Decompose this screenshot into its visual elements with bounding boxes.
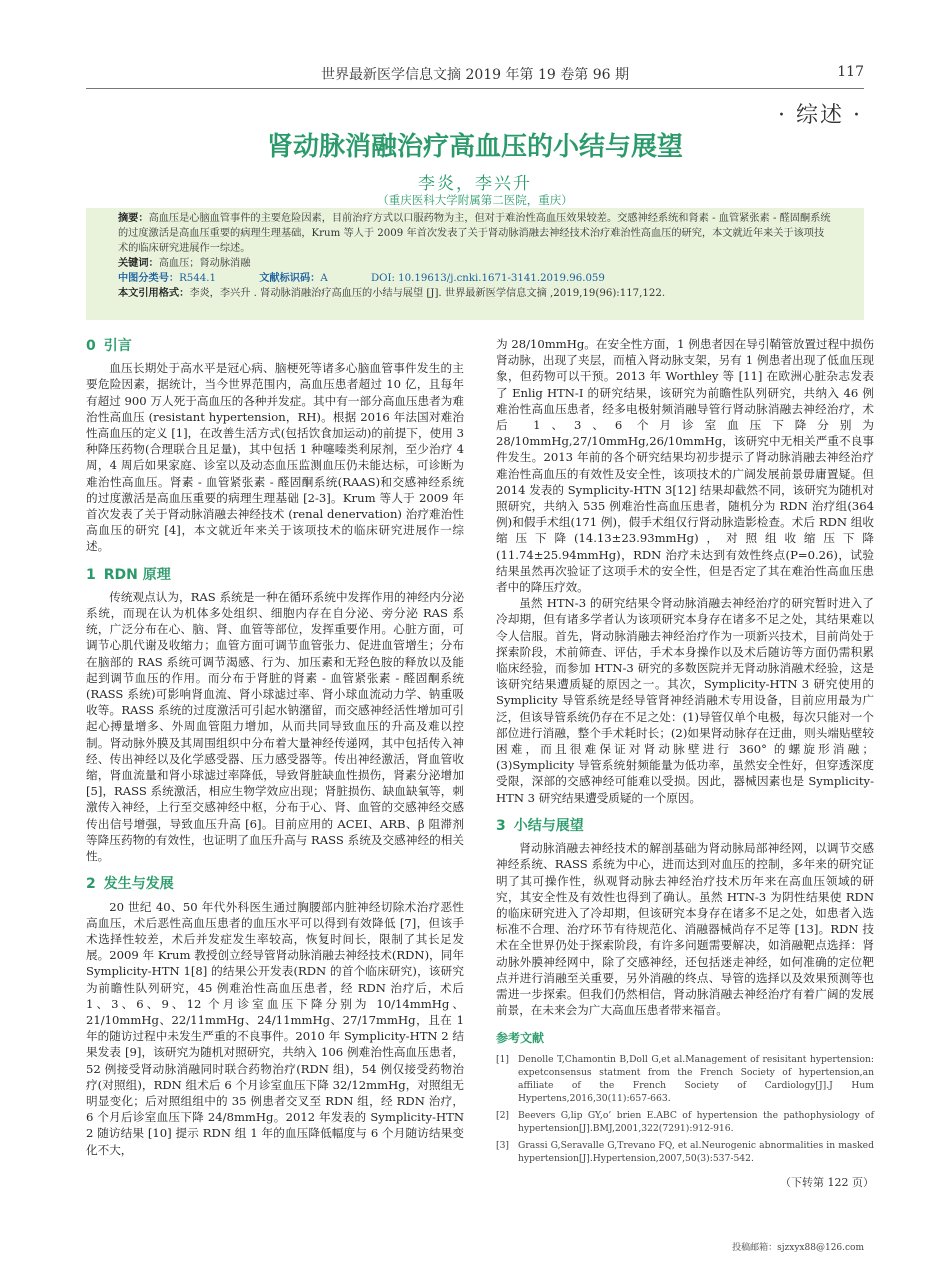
reference-item	[496, 1139, 874, 1165]
section-title: 引言	[103, 338, 132, 354]
clc-label: 中图分类号：	[118, 273, 180, 284]
running-head: 世界最新医学信息文摘 2019 年第 19 卷第 96 期	[321, 67, 629, 83]
doi-link[interactable]: DOI: 10.19613/j.cnki.1671-3141.2019.96.059	[370, 273, 605, 284]
section-heading-development	[86, 876, 464, 892]
header-rule	[86, 88, 864, 89]
rdn-principle-paragraph: 传统观点认为，RAS 系统是一种在循环系统中发挥作用的神经内分泌系统，而现在认为机体多处组织、细胞内存在自分泌、旁分泌 RAS 系统，广泛分布在心、脑、肾、血管等部位，发挥重要作用。心脏方面，可调节心肌代谢及收缩力；血管方面可调节血管张力、促进血管增生；分布在脑部的 RAS 系统可调节渴感、行为、加压素和无羟色胺的释放以及能起到调节血压的作用。而分布于肾脏的肾素 - 血管紧张素 - 醛固酮系统(RASS 系统)可影响肾血流、肾小球滤过率、肾小球血流动力学、钠重吸收等。RASS 系统的过度激活可引起水钠潴留，而交感神经活性增加可引起心搏量增多、外周血管阻力增加，从而共同导致血压的升高及难以控制。肾动脉外膜及其周围组织中分布着大量神经传递网，其中包括传入神经、传出神经以及化学感受器、压力感受器等。传出神经激活，肾血管收缩，肾血流量和肾小球滤过率降低，导致肾脏缺血性损伤，肾素分泌增加 [5]，RASS 系统激活，相应生物学效应出现；肾脏损伤、缺血缺氧等，刺激传入神经，上行至交感神经中枢，分布于心、肾、血管的交感神经交感传出信号增强，导致血压升高 [6]。目前应用的 ACEI、ARB、β 阻滞剂等降压药物的有效性，也证明了血压升高与 RASS 系统及交感神经的相关性。	[86, 589, 464, 864]
keywords-text: 高血压；肾动脉消融	[158, 258, 251, 269]
clc-value: R544.1	[179, 273, 216, 284]
development-paragraph-1: 20 世纪 40、50 年代外科医生通过胸腰部内脏神经切除术治疗恶性高血压，术后恶性高血压患者的血压水平可以得到有效降低 [7]，但该手术选择性较差，术后并发症发生率较高，恢复时间长，限制了其长足发展。2009 年 Krum 教授创立经导管肾动脉消融去神经技术(RDN)，同年 Symplicity-HTN 1[8] 的结果公开发表(RDN 的首个临床研究)，该研究为前瞻性队列研究，45 例难治性高血压患者，经 RDN 治疗后，术后 1、3、6、9、12 个月诊室血压下降分别为 10/14mmHg、21/10mmHg、22/11mmHg、24/11mmHg、27/17mmHg，且在 1 年的随访过程中未发生严重的不良事件。2010 年 Symplicity-HTN 2 结果发表 [9]，该研究为随机对照研究，共纳入 106 例难治性高血压患者，52 例接受肾动脉消融同时联合药物治疗(RDN 组)，54 例仅接受药物治疗(对照组)，RDN 组术后 6 个月诊室血压下降 32/12mmHg，对照组无明显变化；后对照组组中的 35 例患者交叉至 RDN 组，经 RDN 治疗，6 个月后诊室血压下降 24/8mmHg。2012 年发表的 Symplicity-HTN 2 随访结果 [10] 提示 RDN 组 1 年的血压降低幅度与 6 个月随访结果变化不大，	[86, 899, 464, 1157]
reference-number: [3]	[496, 1139, 510, 1151]
citation-line	[118, 286, 832, 301]
section-tag: · 综述 ·	[778, 103, 862, 128]
abstract-label: 摘要：	[118, 213, 149, 224]
reference-text: Beevers G,lip GY,o’ brien E.ABC of hypertension the pathophysiology of hypertension[J].BMJ,2001,322(7291):912-916.	[518, 1109, 874, 1134]
doc-code-value: A	[320, 273, 328, 284]
reference-text: Grassi G,Seravalle G,Trevano FQ, et al.Neurogenic abnormalities in masked hypertension[J].Hypertension,2007,50(3):537-542.	[518, 1139, 874, 1164]
abstract-text: 高血压是心脑血管事件的主要危险因素，目前治疗方式以口服药物为主，但对于难治性高血压效果较差。交感神经系统和肾素 - 血管紧张素 - 醛固酮系统的过度激活是高血压重要的病理生理基础，Krum 等人于 2009 年首次发表了关于肾动脉消融去神经技术治疗难治性高血压的研究，本文就近年来关于该项技术的临床研究进展作一综述。	[118, 213, 831, 254]
right-column	[496, 336, 874, 1191]
article-title: 肾动脉消融治疗高血压的小结与展望	[266, 132, 683, 162]
introduction-paragraph: 血压长期处于高水平是冠心病、脑梗死等诸多心脑血管事件发生的主要危险因素，据统计，当今世界范围内，高血压患者超过 10 亿，且每年有超过 900 万人死于高血压的各种并发症。其中有一部分高血压患者为难治性高血压 (resistant hypertension，RH)。根据 2016 年法国对难治性高血压的定义 [1]，在改善生活方式(包括饮食加运动)的前提下，使用 3 种降压药物(合理联合且足量)，其中包括 1 种噻嗪类利尿剂，至少治疗 4 周，4 周后如果家庭、诊室以及动态血压监测血压仍未能达标，可诊断为难治性高血压。肾素 - 血管紧张素 - 醛固酮系统(RAAS)和交感神经系统的过度激活是高血压重要的病理生理基础 [2-3]。Krum 等人于 2009 年首次发表了关于肾动脉消融去神经技术 (renal denervation) 治疗难治性高血压的研究 [4]，本文就近年来关于该项技术的临床研究进展作一综述。	[86, 361, 464, 554]
section-number: 3	[496, 817, 506, 834]
keywords-line	[118, 256, 832, 271]
section-number: 1	[86, 566, 96, 583]
development-paragraph-3: 虽然 HTN-3 的研究结果令肾动脉消融去神经治疗的研究暂时进入了冷却期，但有诸多学者认为该项研究本身存在诸多不足之处，其结果难以令人信服。首先，肾动脉消融去神经治疗作为一项新兴技术，目前尚处于探索阶段，术前筛查、评估，手术本身操作以及术后随访等方面仍需积累临床经验，而参加 HTN-3 研究的多数医院并无肾动脉消融术经验，这是该研究结果遭质疑的原因之一。其次，Symplicity-HTN 3 研究使用的 Symplicity 导管系统是经导管肾神经消融术专用设备，目前应用最为广泛，但该导管系统仍存在不足之处：(1)导管仅单个电极，每次只能对一个部位进行消融，整个手术耗时长；(2)如果肾动脉存在迂曲，则头端贴壁较困难，而且很难保证对肾动脉壁进行 360° 的螺旋形消融；(3)Symplicity 导管系统射频能量为低功率，虽然安全性好，但穿透深度受限，深部的交感神经可能难以受损。因此，器械因素也是 Symplicity-HTN 3 研究结果遭受质疑的一个原因。	[496, 596, 874, 805]
classification-line	[118, 271, 832, 286]
reference-item	[496, 1109, 874, 1135]
reference-item	[496, 1053, 874, 1105]
left-column	[86, 336, 464, 1158]
page-number: 117	[837, 64, 864, 80]
abstract-paragraph	[118, 211, 832, 256]
section-title: RDN 原理	[103, 566, 171, 583]
reference-text: Denolle T,Chamontin B,Doll G,et al.Management of resisitant hypertension: expetconsensus statment from the French Society of hypertension,an affiliate of the French Society of Cardiology[J].J Hum Hypertens,2016,30(11):657-663.	[518, 1053, 874, 1104]
conclusion-paragraph: 肾动脉消融去神经技术的解剖基础为肾动脉局部神经网，以调节交感神经系统、RASS 系统为中心，进而达到对血压的控制，多年来的研究证明了其可操作性，纵观肾动脉去神经治疗技术历年来在高血压领域的研究，其安全性及有效性也得到了确认。虽然 HTN-3 为阴性结果使 RDN 的临床研究进入了冷却期，但该研究本身存在诸多不足之处，如患者入选标准不合理、治疗环节有待规范化、消融器械尚存不足等 [13]。RDN 技术在全世界仍处于探索阶段，有许多问题需要解决，如消融靶点选择：肾动脉外膜神经网中，除了交感神经，还包括迷走神经，如何准确的定位靶点并进行消融至关重要，另外消融的终点、导管的选择以及效果预测等也需进一步探索。但我们仍然相信，肾动脉消融去神经治疗有着广阔的发展前景，在未来会为广大高血压患者带来福音。	[496, 841, 874, 1018]
section-title: 小结与展望	[513, 817, 584, 834]
continued-note: （下转第 122 页）	[780, 1175, 874, 1189]
section-heading-conclusion	[496, 818, 874, 834]
abstract-box	[86, 208, 864, 320]
section-number: 0	[86, 338, 96, 354]
keywords-label: 关键词：	[118, 258, 159, 269]
development-paragraph-2: 为 28/10mmHg。在安全性方面，1 例患者因在导引鞘管放置过程中损伤肾动脉，出现了夹层，而植入肾动脉支架，另有 1 例患者出现了低血压现象，但药物可以干预。2013 年 Worthley 等 [11] 在欧洲心脏杂志发表了 Enlig HTN-I 的研究结果，该研究为前瞻性队列研究，共纳入 46 例难治性高血压患者，经多电极射频消融导管行肾动脉消融去神经治疗，术后 1、3、6 个月诊室血压下降分别为 28/10mmHg,27/10mmHg,26/10mmHg，该研究中无相关严重不良事件发生。2013 年前的各个研究结果均初步提示了肾动脉消融去神经治疗难治性高血压的有效性及安全性，该项技术的广阔发展前景毋庸置疑。但 2014 发表的 Symplicity-HTN 3[12] 结果却截然不同，该研究为随机对照研究，共纳入 535 例难治性高血压患者，随机分为 RDN 治疗组(364 例)和假手术组(171 例)，假手术组仅行肾动脉造影检查。术后 RDN 组收缩压下降(14.13±23.93mmHg)，对照组收缩压下降(11.74±25.94mmHg)，RDN 治疗未达到有效性终点(P=0.26)，试验结果虽然再次验证了这项手术的安全性，但是否定了其在难治性高血压患者中的降压疗效。	[496, 337, 874, 595]
authors: 李炎，李兴升	[418, 174, 532, 194]
citation-label: 本文引用格式：	[118, 288, 190, 299]
doc-code-label: 文献标识码：	[259, 273, 321, 284]
reference-number: [1]	[496, 1053, 510, 1065]
section-number: 2	[86, 876, 96, 893]
reference-number: [2]	[496, 1109, 510, 1121]
section-title: 发生与发展	[103, 876, 174, 893]
section-heading-introduction	[86, 338, 464, 354]
citation-text: 李炎，李兴升 . 肾动脉消融治疗高血压的小结与展望 [J]. 世界最新医学信息文摘 ,2019,19(96):117,122.	[189, 288, 666, 299]
affiliation: （重庆医科大学附属第二医院，重庆）	[377, 193, 573, 207]
references-heading: 参考文献	[496, 1031, 545, 1046]
section-heading-rdn-principle	[86, 567, 464, 583]
footer-email: 投稿邮箱：sjzxyx88@126.com	[732, 1243, 864, 1253]
